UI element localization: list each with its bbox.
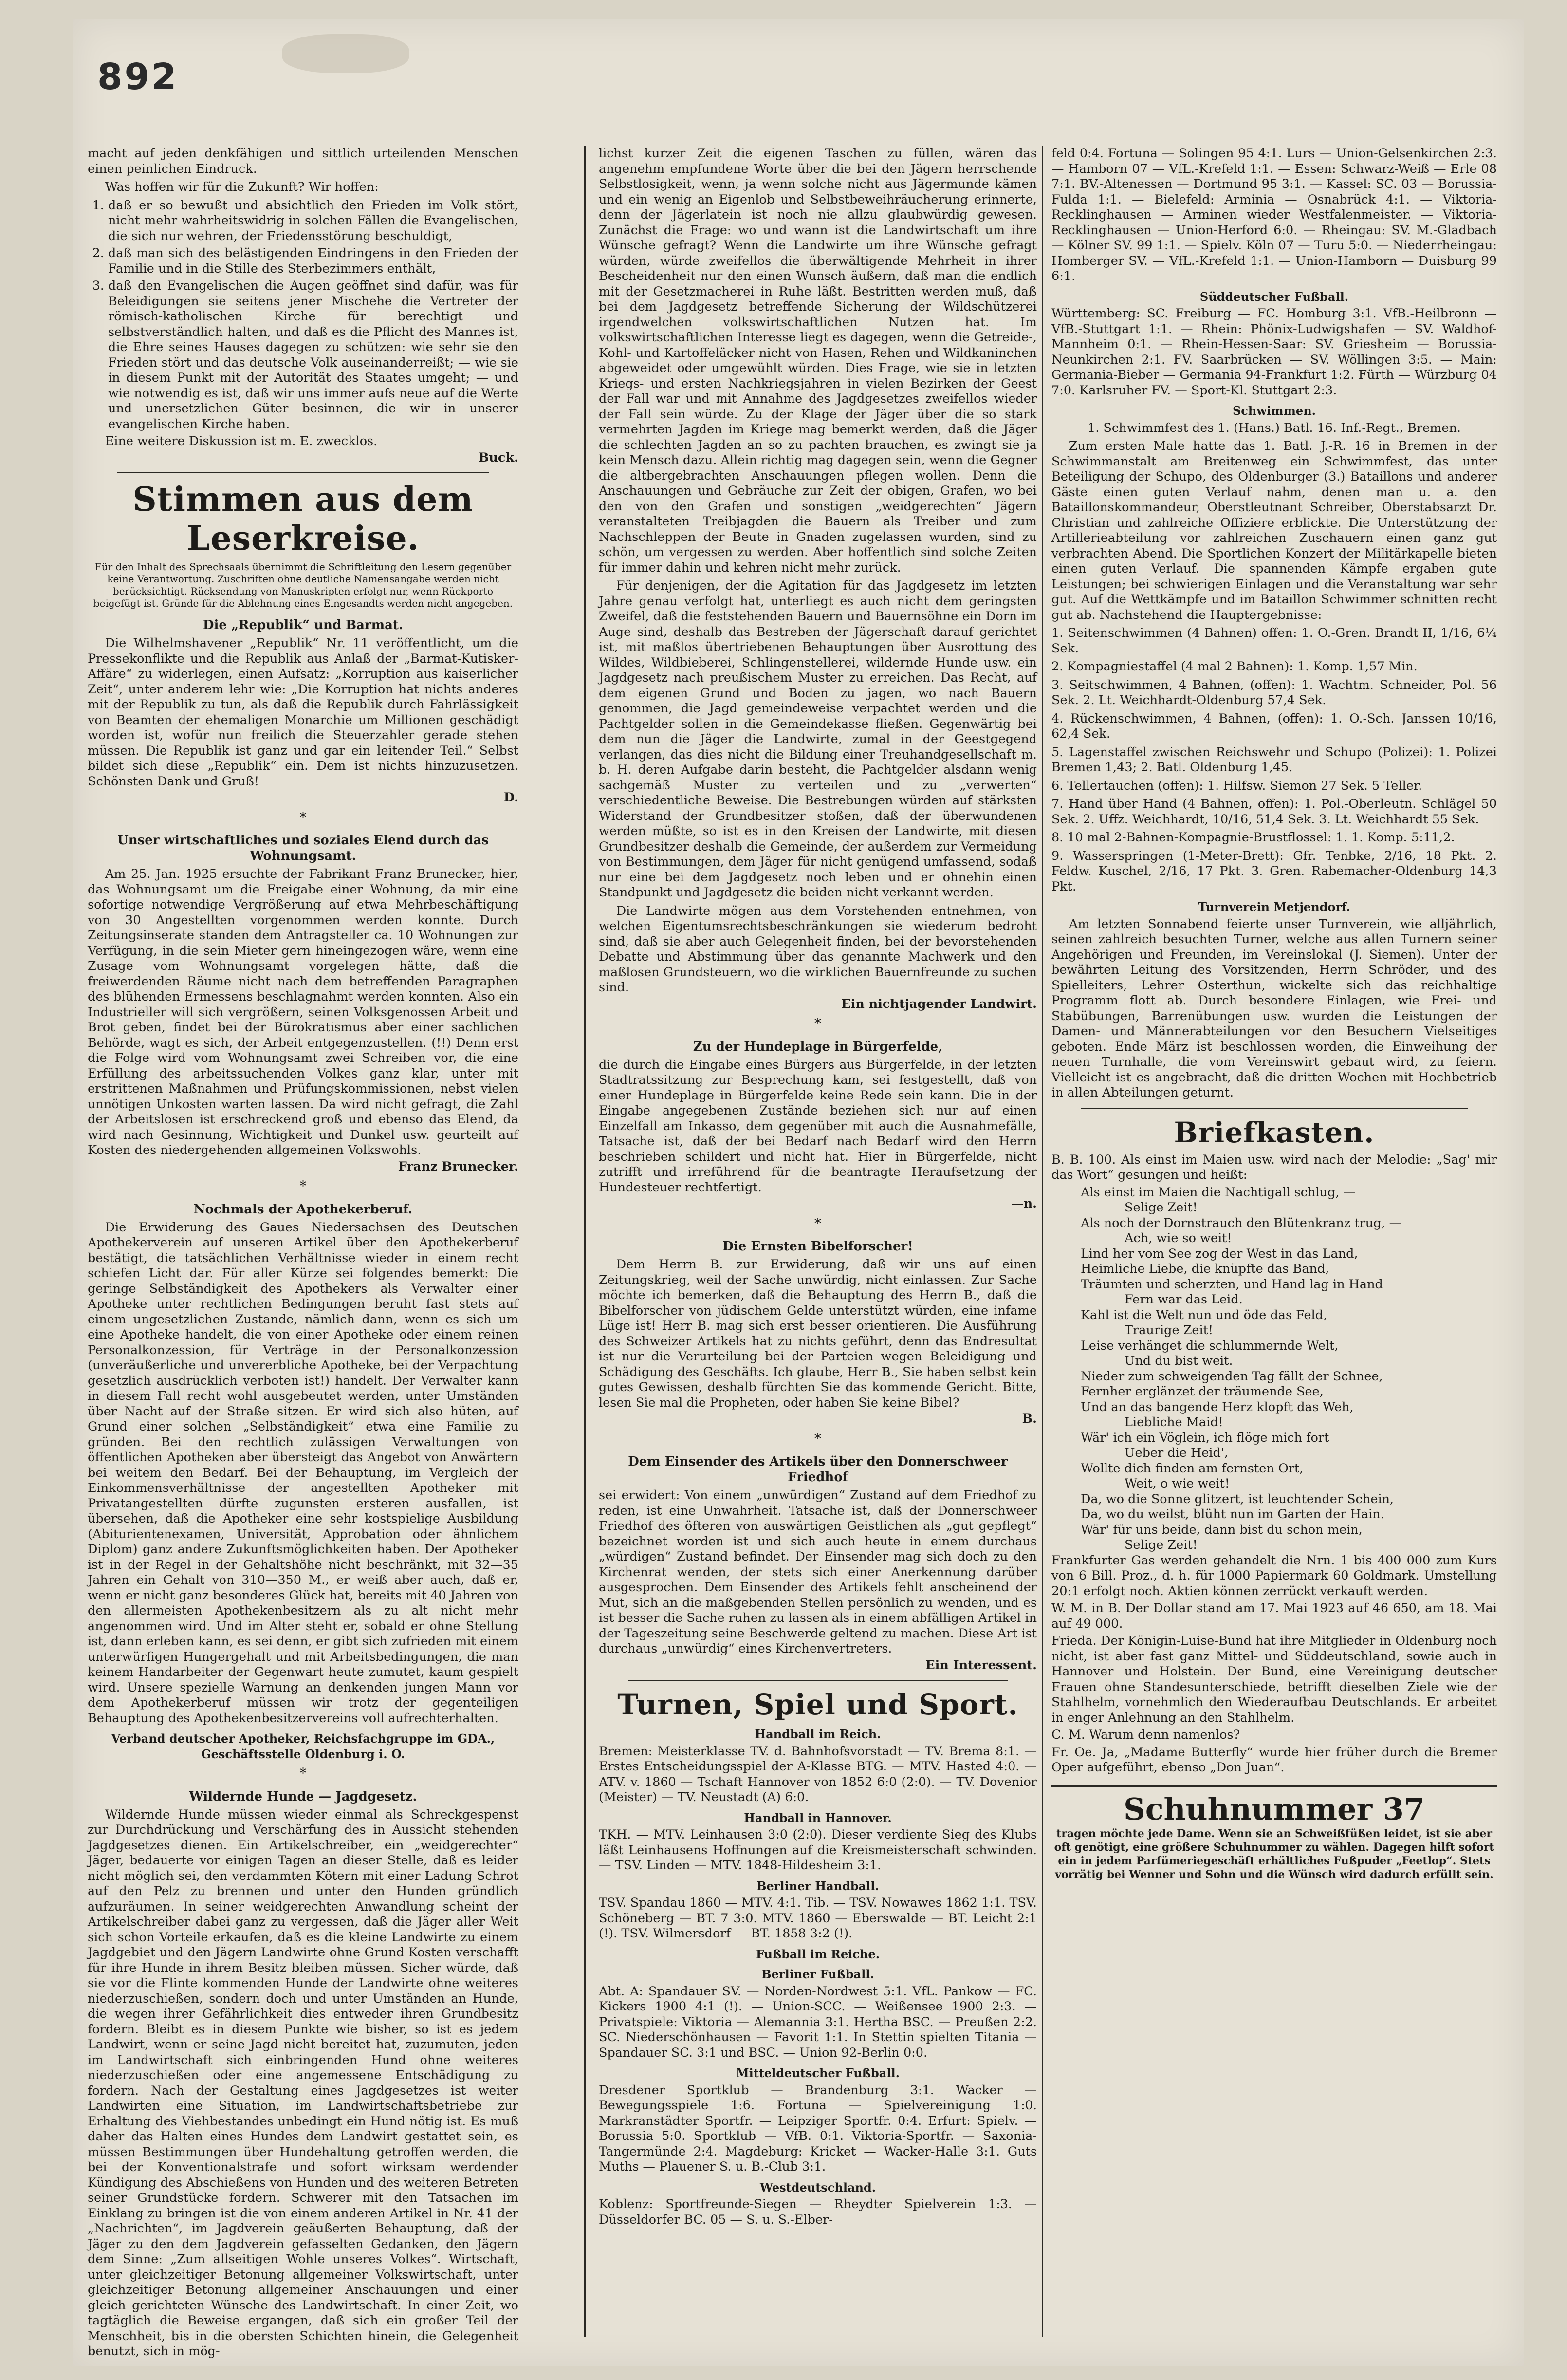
separator-star: * [814, 1430, 821, 1447]
poem-line: Liebliche Maid! [1125, 1415, 1223, 1430]
swim-result: 1. Seitenschwimmen (4 Bahnen) offen: 1. O.-Gren. Brandt II, 1/16, 6¼ Sek. [1051, 626, 1497, 656]
ad-headline: Schuhnummer 37 [1123, 1791, 1425, 1827]
sport-text: Koblenz: Sportfreunde-Siegen — Rheydter Spielverein 1:3. — Düsseldorfer BC. 05 — S. u. S.-Elber- [599, 2197, 1037, 2227]
sport-heading: Mitteldeutscher Fußball. [736, 2066, 900, 2080]
letter-text: die durch die Eingabe eines Bürgers aus Bürgerfelde, in der letzten Stadtratssitzung zur Besprechung kam, sei festgestellt, daß von einer Hundeplage in Bürgerfelde keine Rede sein kann. Die in der Eingabe angegebenen Zustände beziehen sich nur auf einen Einzelfall am Inkasso, dem gegenüber mit auch die Ausnahmefälle, Tatsache ist, daß der bei Bedarf nach Bedarf wird den Herrn beschrieben schildert und nicht hat. Hier in Bürgerfelde, nicht zutrifft und irreführend für die beantragte Heraufsetzung der Hundesteuer rechtfertigt. [599, 1057, 1037, 1195]
letter-text: Die Wilhelmshavener „Republik“ Nr. 11 veröffentlicht, um die Pressekonflikte und die Republik aus Anlaß der „Barmat-Kutisker-Affäre“ zu widerlegen, einen Aufsatz: „Korruption aus kaiserlicher Zeit“, unter anderem lehr wie: „Die Korruption hat nichts anderes mit der Republik zu tun, als daß die Republik durch Fahrlässigkeit von Beamten der ehemaligen Monarchie um Millionen geschädigt worden ist, wofür nun freilich die Steuerzahler gerade stehen müssen. Die Republik ist ganz und gar ein leitender Teil.“ Selbst bildet sich diese „Republik“ ein. Dem ist nichts hinzuzusetzen. Schönsten Dank und Gruß! [88, 636, 518, 789]
swim-result: 5. Lagenstaffel zwischen Reichswehr und Schupo (Polizei): 1. Polizei Bremen 1,43; 2. Batl. Oldenburg 1,45. [1051, 744, 1497, 775]
poem-line: Selige Zeit! [1125, 1538, 1198, 1552]
letterbox-entry: C. M. Warum denn namenlos? [1051, 1728, 1240, 1742]
list-item: 2. daß man sich des belästigenden Eindringens in den Frieden der Familie und in die Stille des Sterbezimmers enthält, [108, 246, 518, 277]
paper-stain [282, 34, 409, 73]
sport-heading: Handball in Hannover. [744, 1810, 892, 1825]
swim-result: 6. Tellertauchen (offen): 1. Hilfsw. Siemon 27 Sek. 5 Teller. [1051, 778, 1422, 793]
signature: —n. [1011, 1196, 1037, 1211]
letter-text: Wildernde Hunde müssen wieder einmal als Schreckgespenst zur Durchdrückung und Verschärfung des in Aussicht stehenden Jagdgesetzes dienen. Ein Artikelschreiber, ein „weidgerechter“ Jäger, bedauerte vor einigen Tagen an dieser Stelle, daß es leider nicht möglich sei, den verdammten Kötern mit einer Ladung Schrot auf den Pelz zu brennen und unter den Hunden gründlich aufzuräumen. In seiner weidgerechten Anwandlung scheint der Artikelschreiber dabei ganz zu vergessen, daß die Jäger aller Weit sich schon Vorteile erkaufen, daß es die kleine Landwirte zu einem Jagdgebiet und den Jägern Landwirte ohne Grund Kosten verschafft für ihre Hunde in ihrem Besitz bleiben müssen. Sicher würde, daß sie vor die Flinte kommenden Hunde der Landwirte ohne weiteres niederzuschießen, sondern doch und unter Umständen an Hunde, die wegen ihrer Gefährlichkeit dies entweder ihren Grundbesitz fordern. Bleibt es in diesem Punkte wie bisher, so ist es jedem Landwirt, wenn er seine Jagd nicht bereitet hat, zuzumuten, jeden im Landwirtschaft sich einbringenden Hund ohne weiteres niederzuschießen oder eine angemessene Entschädigung zu fordern. Nach der Gestaltung eines Jagdgesetzes ist weiter Landwirten eine Situation, im Landwirtschaftsbetriebe zur Erhaltung des Viehbestandes unbedingt ein Hund nötig ist. Es muß daher das Halten eines Hundes dem Landwirt gestattet sein, es müssen Bestimmungen über Hundehaltung getroffen werden, die bei der Konventionalstrafe und sofort wirksam werdender Kündigung des Abschießens von Hunden und des weiteren Betreten seiner Grundstücke fordern. Schwerer mit den Tatsachen im Einklang zu bringen ist die von einem anderen Artikel in Nr. 41 der „Nachrichten“, im Jagdverein geäußerten Behauptung, daß der Jäger zu den dem Jagdverein gefasselten Gedanken, den Jägern dem Sinne: „Zum allseitigen Wohle unseres Volkes“. Wirtschaft, unter gleichzeitiger Betonung allgemeiner Volkswirtschaft, unter gleichzeitiger Betonung allgemeiner Anschauungen und einer gleich gerichteten Wünsche des Landwirtschaft. In einer Zeit, wo tagtäglich die Beweise ergangen, daß sich ein großer Teil der Menschheit, bis in die obersten Schichten hinein, die Gelegenheit benutzt, sich in mög- [88, 1807, 518, 2359]
divider [117, 472, 489, 473]
signature: Franz Brunecker. [398, 1159, 518, 1174]
poem-line: Und an das bangende Herz klopft das Weh, [1081, 1399, 1354, 1414]
separator-star: * [299, 1178, 307, 1194]
letterbox-entry: Frieda. Der Königin-Luise-Bund hat ihre Mitglieder in Oldenburg noch nicht, ist aber fast ganz Mittel- und Süddeutschland, sowie auch in Hannover und Holstein. Der Bund, eine Vereinigung deutscher Frauen ohne Standesunterschiede, betrifft dieselben Ziele wie der Stahlhelm, vornehmlich den Wiederaufbau Deutschlands. Er arbeitet in enger Anlehnung an den Stahlhelm. [1051, 1634, 1497, 1725]
swim-result: 9. Wasserspringen (1-Meter-Brett): Gfr. Tenbke, 2/16, 18 Pkt. 2. Feldw. Kuschel, 2/16, 17 Pkt. 3. Gren. Rabemacher-Oldenburg 14,3 Pkt. [1051, 848, 1497, 894]
article-text: Für denjenigen, der die Agitation für das Jagdgesetz im letzten Jahre genau verfolgt hat, unterliegt es auch nicht dem geringsten Zweifel, daß die feststehenden Bauern und Bauernsöhne ein Dorn im Auge sind, deshalb das Bestreben der Jägerschaft darauf gerichtet ist, mit maßlos übertriebenen Behauptungen über Ausrottung des Wildes, Wildbieberei, Schlingenstellerei, wildernde Hunde usw. ein Jagdgesetz nach preußischem Muster zu erreichen. Das Recht, auf dem eigenen Grund und Boden zu jagen, wo nach Bauern genommen, die Jagd gemeindeweise verpachtet werden und die Pachtgelder sollen in die Gemeindekasse fließen. Gegenwärtig bei dem nun die Jäger die Landwirte, zumal in der Geestgegend verlangen, das dies nicht die Bildung einer Treuhandgesellschaft m. b. H. deren Aufgabe darin besteht, die Pachtgelder alsdann wenig sachgemäß Muster zu verteilen und zu „verwerten“ verschiedentliche Beweise. Die Bestrebungen würden auf stärksten Widerstand der Grundbesitzer stoßen, daß der überwundenen werden müßte, so ist es in den Kreisen der Landwirte, mit diesen Grundbesitzer deshalb die Gemeinde, der außerdem zur Vermeidung von Bestimmungen, dem Jäger für nicht genügend umfassend, sodaß nur eine bei dem Jagdgesetz noch leben und er ohnehin einen Standpunkt und Jagdgesetz die beiden nicht verkannt werden. [599, 578, 1037, 900]
section-title: Stimmen aus dem Leserkreise. [132, 480, 474, 558]
swim-report: Zum ersten Male hatte das 1. Batl. J.-R. 16 in Bremen in der Schwimmanstalt am Breitenweg ein Schwimmfest, das unter Beteiligung der Schupo, des Oldenburger (3.) Bataillons und anderer Gäste einen guten Verlauf nahm, denen man u. a. den Bataillonskommandeur, Oberstleutnant Schreiber, Oberstabsarzt Dr. Christian und zahlreiche Offiziere erblickte. Die Unterstützung der Artillerieabteilung vor zahlreichen Zuschauern einen ganz gut verbrachten Abend. Die Sportlichen Konzert der Militärkapelle bieten einen guten Verlauf. Die spannenden Kämpfe ergaben gute Leistungen; bei schwierigen Einlagen und die Veranstaltung war sehr gut. Auf die Wettkämpfe und im Bataillon Schwimmer schnitten recht gut ab. Nachstehend die Hauptergebnisse: [1051, 439, 1497, 622]
letter-heading: Die „Republik“ und Barmat. [203, 618, 404, 632]
list-item: 1. daß er so bewußt und absichtlich den Frieden im Volk stört, nicht mehr wahrheitswidrig in solchen Fällen die Evangelischen, die sich nur wehren, der Friedensstörung beschuldigt, [108, 198, 518, 244]
letter-text: sei erwidert: Von einem „unwürdigen“ Zustand auf dem Friedhof zu reden, ist eine Unwahrheit. Tatsache ist, daß der Donnerschweer Friedhof des öfteren von auswärtigen Geistlichen als „gut gepflegt“ bezeichnet worden ist und sich auch heute in einem durchaus „würdigen“ Zustand befindet. Der Einsender mag sich doch zu den Kirchenrat wenden, der stets sich einer Anerkennung darüber ausgesprochen. Dem Einsender des Artikels fehlt anscheinend der Mut, sich an die maßgebenden Stellen persönlich zu wenden, und es ist besser die Sache ruhen zu lassen als in einem abfälligen Artikel in der Tageszeitung seine Beschwerde geltend zu machen. Diese Art ist durchaus „unwürdig“ eines Kirchenvertreters. [599, 1488, 1037, 1656]
poem-line: Wär' ich ein Vöglein, ich flöge mich fort [1081, 1430, 1329, 1445]
article-text: Eine weitere Diskussion ist m. E. zwecklos. [105, 434, 378, 448]
letter-heading: Nochmals der Apothekerberuf. [193, 1202, 413, 1217]
poem-line: Wär' für uns beide, dann bist du schon mein, [1081, 1522, 1363, 1537]
sport-text: TKH. — MTV. Leinhausen 3:0 (2:0). Dieser verdiente Sieg des Klubs läßt Leinhausens Hoffnungen auf die Kreismeisterschaft schwinden. — TSV. Linden — MTV. 1848-Hildesheim 3:1. [599, 1827, 1037, 1873]
signature: Buck. [478, 450, 518, 465]
sport-text: Dresdener Sportklub — Brandenburg 3:1. Wacker — Bewegungsspiele 1:6. Fortuna — Spielvereinigung 1:0. Markranstädter Sportfr. — Leipziger Sportfr. 0:4. Erfurt: Spielv. — Borussia 5:0. Sportklub — VfB. 0:1. Viktoria-Sportfr. — Saxonia-Tangermünde 2:4. Magdeburg: Kricket — Wacker-Halle 3:1. Guts Muths — Plauener S. u. B.-Club 3:1. [599, 2082, 1037, 2174]
ad-text: tragen möchte jede Dame. Wenn sie an Schweißfüßen leidet, ist sie aber oft genötigt, eine größere Schuhnummer zu wählen. Dagegen hilft sofort ein in jedem Parfümeriegeschäft erhältliches Fußpuder „Feetlop“. Stets vorrätig bei Wenner und Sohn und die Wünsch wird dadurch erfüllt sein. [1054, 1827, 1494, 1881]
sport-text: Abt. A: Spandauer SV. — Norden-Nordwest 5:1. VfL. Pankow — FC. Kickers 1900 4:1 (!). — Union-SCC. — Weißensee 1900 2:3. — Privatspiele: Viktoria — Alemannia 3:1. Hertha BSC. — Preußen 2:2. SC. Niederschönhausen — Favorit 1:1. In Stettin spielten Titania — Spandauer SC. 3:1 und BSC. — Union 92-Berlin 0:0. [599, 1984, 1037, 2060]
column-rule [584, 146, 586, 2337]
poem-line: Weit, o wie weit! [1125, 1476, 1230, 1491]
swim-result: 8. 10 mal 2-Bahnen-Kompagnie-Brustflossel: 1. 1. Komp. 5:11,2. [1051, 830, 1455, 845]
article-text: Die Landwirte mögen aus dem Vorstehenden entnehmen, von welchen Eigentumsrechtsbeschränkungen sie wiederum bedroht sind, daß sie aber auch Gelegenheit finden, bei der bevorstehenden Debatte und Abstimmung über das genannte Machwerk und den maßlosen Grundsteuern, wo die wirklichen Bauernfreunde zu suchen sind. [599, 903, 1037, 995]
divider [1081, 1108, 1468, 1109]
sport-heading: Fußball im Reiche. [756, 1947, 880, 1961]
sport-heading: Handball im Reich. [755, 1727, 881, 1741]
poem-line: Fernher erglänzet der träumende See, [1081, 1384, 1324, 1399]
poem [1051, 1185, 1497, 1553]
letterbox-entry: W. M. in B. Der Dollar stand am 17. Mai 1923 auf 46 650, am 18. Mai auf 49 000. [1051, 1601, 1497, 1631]
separator-star: * [814, 1215, 821, 1231]
letter-text: Die Erwiderung des Gaues Niedersachsen des Deutschen Apothekerverein auf unseren Artikel über den Apothekerberuf bestätigt, die tatsächlichen Verhältnisse wieder in einem recht schiefen Licht dar. Für aller Kürze sei folgendes bemerkt: Die geringe Selbständigkeit des Apothekers als Verwalter einer Apotheke unter rechtlichen Bedingungen beruht fast stets auf einem ungesetzlichen Zustande, nämlich dann, wenn es sich um eine Apotheke handelt, die von einer Apotheke oder einem reinen Personalkonzession, für Verträge in der Personalkonzession (unveräußerliche und unvererbliche Apotheke, bei der Verpachtung gesetzlich ausdrücklich verboten ist!) handelt. Der Verwalter kann in diesem Fall recht wohl ausgebeutet werden, unter Umständen über Nacht auf der Straße sitzen. Er wird sich also hüten, auf Grund einer solchen „Selbständigkeit“ etwa eine Familie zu gründen. Bei den rechtlich zulässigen Verwaltungen von öffentlichen Apotheken aber übersteigt das Angebot von Anwärtern bei weitem den Bedarf. Bei der Behauptung, im Vergleich der Einkommensverhältnisse der angestellten Apotheker mit Privatangestellten dürfte zugunsten ersteren ausfallen, ist übersehen, daß die Apotheker eine sehr kostspielige Ausbildung (Abiturientenexamen, Universität, Approbation oder ähnlichem Diplom) ganz andere Zukunftsmöglichkeiten haben. Der Apotheker ist in der Regel in der Gehaltshöhe nicht beschränkt, mit 32—35 Jahren ein Gehalt von 310—350 M., er weiß aber auch, daß er, wenn er nicht ganz besonderes Glück hat, bereits mit 40 Jahren von den allermeisten Apothekenbesitzern als zu alt nicht mehr angenommen wird. Und im Alter steht er, sobald er ohne Stellung ist, dann erleben kann, es sei denn, er gibt sich zufrieden mit einem unterwürfigen Hungergehalt und mit Arbeitsbedingungen, die man keinem Handarbeiter der Gegenwart heute zumutet, kaum gespielt wird. Unsere spezielle Warnung an denkenden jungen Mann vor dem Apothekerberuf müssen wir trotz der gegenteiligen Behauptung des Apothekenbesitzervereins voll aufrechterhalten. [88, 1220, 518, 1726]
poem-line: Als noch der Dornstrauch den Blütenkranz trug, — [1081, 1215, 1402, 1230]
divider [628, 1680, 1008, 1681]
poem-line: Ueber die Heid', [1125, 1446, 1228, 1460]
sport-heading: Schwimmen. [1232, 404, 1316, 418]
swim-result: 4. Rückenschwimmen, 4 Bahnen, (offen): 1. O.-Sch. Janssen 10/16, 62,4 Sek. [1051, 711, 1497, 741]
sport-section-title: Turnen, Spiel und Sport. [617, 1688, 1018, 1721]
poem-line: Wollte dich finden am fernsten Ort, [1081, 1461, 1304, 1476]
letter-text: Dem Herrn B. zur Erwiderung, daß wir uns auf einen Zeitungskrieg, weil der Sache unwürdig, nicht einlassen. Zur Sache möchte ich bemerken, daß die Behauptung des Herrn B., daß die Bibelforscher von jüdischem Gelde unterstützt würden, eine infame Lüge ist! Herr B. mag sich erst besser orientieren. Die Ausführung des Schweizer Artikels hat zu nichts geführt, denn das Endresultat ist nur die Verurteilung bei der Parteien wegen Beleidigung und Schädigung des Geschäfts. Ich glaube, Herr B., Sie haben selbst kein gutes Gewissen, deshalb fürchten Sie das kommende Gericht. Bitte, lesen Sie mal die Propheten, oder haben Sie keine Bibel? [599, 1257, 1037, 1410]
swim-event-title: 1. Schwimmfest des 1. (Hans.) Batl. 16. Inf.-Regt., Bremen. [1088, 420, 1461, 435]
signature: Ein Interessent. [925, 1657, 1037, 1673]
advertisement [1051, 1785, 1497, 1881]
letter-heading: Wildernde Hunde — Jagdgesetz. [189, 1789, 417, 1804]
swim-result: 2. Kompagniestaffel (4 mal 2 Bahnen): 1. Komp. 1,57 Min. [1051, 659, 1418, 674]
poem-line: Als einst im Maien die Nachtigall schlug, — [1081, 1185, 1356, 1200]
poem-line: Lind her vom See zog der West in das Land, [1081, 1246, 1358, 1261]
poem-line: Traurige Zeit! [1125, 1323, 1214, 1338]
sport-text: Bremen: Meisterklasse TV. d. Bahnhofsvorstadt — TV. Brema 8:1. — Erstes Entscheidungsspiel der A-Klasse BTG. — MTV. Hasted 4:0. — ATV. v. 1860 — Tschaft Hannover von 1852 6:0 (2:0). — TV. Dovenior (Meister) — TV. Neustadt (A) 6:0. [599, 1744, 1037, 1804]
signature: B. [1022, 1412, 1037, 1426]
letterbox-entry: Fr. Oe. Ja, „Madame Butterfly“ wurde hier früher durch die Bremer Oper aufgeführt, ebenso „Don Juan“. [1051, 1745, 1497, 1775]
poem-line: Nieder zum schweigenden Tag fällt der Schnee, [1081, 1369, 1383, 1384]
letterbox-entry: Frankfurter Gas werden gehandelt die Nrn. 1 bis 400 000 zum Kurs von 6 Bill. Proz., d. h. für 1000 Papiermark 60 Goldmark. Umstellung 20:1 erfolgt noch. Aktien können zerrückt verkauft werden. [1051, 1553, 1497, 1599]
article-text: macht auf jeden denkfähigen und sittlich urteilenden Menschen einen peinlichen Eindruck. [88, 146, 518, 176]
separator-star: * [299, 809, 307, 825]
list-item: 3. daß den Evangelischen die Augen geöffnet sind dafür, was für Beleidigungen sie seitens jener Mischehe die Vertreter der römisch-katholischen Kirche für berechtigt und selbstverständlich halten, und daß es die Pflicht des Mannes ist, die Ehre seines Hauses dagegen zu schützen: wie sehr sie den Frieden stört und das deutsche Volk auseinanderreißt; — wie sie in diesem Punkt mit der Autorität des Staates umgeht; — und wie notwendig es ist, daß wir uns immer aufs neue auf die Werte und unersetzlichen Güter besinnen, die wir in unserer evangelischen Kirche haben. [108, 279, 518, 432]
letter-heading: Unser wirtschaftliches und soziales Elend durch das Wohnungsamt. [117, 833, 489, 863]
letter-heading: Zu der Hundeplage in Bürgerfelde, [693, 1039, 943, 1054]
column-2 [599, 146, 1037, 2347]
sport-heading: Berliner Fußball. [761, 1967, 874, 1981]
swim-result: 7. Hand über Hand (4 Bahnen, offen): 1. Pol.-Oberleutn. Schlägel 50 Sek. 2. Uffz. Weichhardt, 10/16, 51,4 Sek. 3. Lt. Weichhardt 55 Sek. [1051, 797, 1497, 827]
briefkasten-title: Briefkasten. [1174, 1116, 1375, 1149]
poem-line: Träumten und scherzten, und Hand lag in Hand [1081, 1277, 1383, 1292]
sport-heading: Turnverein Metjendorf. [1198, 900, 1350, 914]
sport-heading: Westdeutschland. [759, 2180, 876, 2194]
article-text: lichst kurzer Zeit die eigenen Taschen zu füllen, wären das angenehm empfundene Worte über die bei den Jägern herrschende Selbstlosigkeit, wenn, ja wenn solche nicht aus Jägermunde kämen und ein wenig an Eigenlob und Selbstbeweihräucherung erinnerte, denn der Jägerlatein ist noch nie allzu glaubwürdig gewesen. Zunächst die Frage: wo und wann ist die Landwirtschaft um ihre Wünsche gefragt? Wenn die Landwirte um ihre Wünsche gefragt würden, würde zweifellos die überwältigende Mehrheit in ihrer Bescheidenheit nur den einen Wunsch äußern, daß man die endlich mit der Gesetzmacherei in Ruhe läßt. Bestritten werden muß, daß bei dem Jagdgesetz betreffende Sicherung der Wildschützerei irgendwelchen volkswirtschaftlichen Nutzen hat. Im volkswirtschaftlichen Interesse liegt es dagegen, wenn die Getreide-, Kohl- und Kartoffeläcker nicht von Hasen, Rehen und Wildkaninchen abgeweidet oder umgewühlt würden. Dies Frage, wie sie in letzten Kriegs- und ersten Nachkriegsjahren in vielen Bezirken der Geest der Fall war und mit Annahme des Jagdgesetzes zweifellos wieder der Fall sein würde. Zu der Klage der Jäger über die so stark vermehrten Jagden im Kriege mag bemerkt werden, daß die Jäger die schlechten Jagden an so zu pachten brauchen, es zwingt sie ja kein Mensch dazu. Allein richtig mag dagegen sein, wenn die Gegner die altbergebrachten Anschauungen pflegen wollen. Denn die Anschauungen und Gebräuche zur Zeit der obigen, Grafen, wo bei den von den Grafen und sonstigen „weidgerechten“ Jägern veranstalteten Treibjagden die Bauern als Treiber und zum Nachschleppen der Beute in Gnaden zugelassen wurden, sind zu schön, um vergessen zu werden. Aber hoffentlich sind solche Zeiten für immer dahin und kehren nicht mehr zurück. [599, 146, 1037, 575]
poem-line: Kahl ist die Welt nun und öde das Feld, [1081, 1307, 1327, 1322]
club-report: Am letzten Sonnabend feierte unser Turnverein, wie alljährlich, seinen zahlreich besuchten Turner, welche aus allen Turnern seiner Angehörigen und Freunden, im Vereinslokal (J. Siemen). Unter der bewährten Leitung des Vorsitzenden, Herrn Schröder, und des Spielleiters, Lehrer Osterthun, wickelte sich das reichhaltige Programm flott ab. Durch besondere Einlagen, wie Frei- und Stabübungen, Barrenübungen usw. wurden die Leistungen der Damen- und Männerabteilungen vor den Besuchern Vielseitiges geboten. Ende März ist beschlossen worden, die Einweihung der neuen Turnhalle, die vom Vereinswirt gebaut wird, zu feiern. Vielleicht ist es angebracht, daß die dritten Wochen mit Hochbetrieb in allen Abteilungen geturnt. [1051, 916, 1497, 1100]
hopes-list [88, 198, 518, 432]
section-note: Für den Inhalt des Sprechsaals übernimmt die Schriftleitung den Lesern gegenüber keine Verantwortung. Zuschriften ohne deutliche Namensangabe werden nicht berücksichtigt. Rücksendung von Manuskripten erfolgt nur, wenn Rückporto beigefügt ist. Gründe für die Ablehnung eines Eingesandts werden nicht angegeben. [93, 561, 513, 609]
poem-line: Da, wo du weilst, blüht nun im Garten der Hain. [1081, 1507, 1384, 1522]
letter-heading: Die Ernsten Bibelforscher! [722, 1239, 913, 1254]
sport-results [599, 1727, 1037, 2228]
column-1 [88, 146, 518, 2359]
sport-heading: Berliner Handball. [756, 1878, 879, 1893]
poem-line: Da, wo die Sonne glitzert, ist leuchtender Schein, [1081, 1491, 1394, 1506]
poem-line: Selige Zeit! [1125, 1200, 1198, 1215]
poem-line: Ach, wie so weit! [1125, 1231, 1232, 1246]
letter-heading: Dem Einsender des Artikels über den Donnerschweer Friedhof [628, 1454, 1008, 1485]
separator-star: * [299, 1765, 307, 1781]
separator-star: * [814, 1015, 821, 1031]
signature: D. [503, 790, 518, 805]
poem-line: Fern war das Leid. [1125, 1292, 1243, 1307]
signature: Verband deutscher Apotheker, Reichsfachgruppe im GDA., Geschäftsstelle Oldenburg i. O. [111, 1731, 495, 1761]
column-rule [1042, 146, 1043, 2337]
letterbox-entry: B. B. 100. Als einst im Maien usw. wird nach der Melodie: „Sag' mir das Wort“ gesungen und heißt: [1051, 1152, 1497, 1182]
article-text: Was hoffen wir für die Zukunft? Wir hoffen: [105, 180, 379, 194]
column-3 [1051, 146, 1497, 2347]
page-number: 892 [97, 56, 179, 98]
sport-heading: Süddeutscher Fußball. [1199, 289, 1349, 304]
swim-result: 3. Seitschwimmen, 4 Bahnen, (offen): 1. Wachtm. Schneider, Pol. 56 Sek. 2. Lt. Weichhardt-Oldenburg 57,4 Sek. [1051, 677, 1497, 707]
sport-text: Württemberg: SC. Freiburg — FC. Homburg 3:1. VfB.-Heilbronn — VfB.-Stuttgart 1:1. — Rhein: Phönix-Ludwigshafen — SV. Waldhof-Mannheim 0:1. — Rhein-Hessen-Saar: SV. Griesheim — Borussia-Neunkirchen 2:1. FV. Saarbrücken — SV. Wöllingen 3:5. — Main: Germania-Bieber — Germania 94-Frankfurt 1:2. Fürth — Würzburg 04 7:0. Karlsruher FV. — Sport-Kl. Stuttgart 2:3. [1051, 306, 1497, 398]
poem-line: Leise verhänget die schlummernde Welt, [1081, 1338, 1339, 1353]
poem-line: Und du bist weit. [1125, 1354, 1233, 1368]
sport-text: TSV. Spandau 1860 — MTV. 4:1. Tib. — TSV. Nowawes 1862 1:1. TSV. Schöneberg — BT. 7 3:0. MTV. 1860 — Eberswalde — BT. Leicht 2:1 (!). TSV. Wilmersdorf — BT. 1858 3:2 (!). [599, 1896, 1037, 1941]
sport-text: feld 0:4. Fortuna — Solingen 95 4:1. Lurs — Union-Gelsenkirchen 2:3. — Hamborn 07 — VfL.-Krefeld 1:1. — Essen: Schwarz-Weiß — Erle 08 7:1. BV.-Altenessen — Dortmund 95 3:1. — Kassel: SC. 03 — Borussia-Fulda 1:1. — Bielefeld: Arminia — Osnabrück 4:1. — Viktoria-Recklinghausen — Arminen wieder Westfalenmeister. — Viktoria-Recklinghausen — Union-Herford 6:0. — Rheingau: SV. M.-Gladbach — Kölner SV. 99 1:1. — Spielv. Köln 07 — Turu 5:0. — Niederrheingau: Homberger SV. — VfL.-Krefeld 1:1. — Union-Hamborn — Duisburg 99 6:1. [1051, 146, 1497, 283]
poem-line: Heimliche Liebe, die knüpfte das Band, [1081, 1262, 1329, 1276]
letter-text: Am 25. Jan. 1925 ersuchte der Fabrikant Franz Brunecker, hier, das Wohnungsamt um die Freigabe einer Wohnung, da mir eine sofortige notwendige Vergrößerung auf etwa Mehrbeschäftigung von 30 Angestellten vorgenommen werden konnte. Durch Zeitungsinserate standen dem Antragsteller ca. 10 Wohnungen zur Verfügung, in die sein Mieter gern hineingezogen wäre, wenn eine Zusage vom Wohnungsamt vorgelegen hätte, daß die freiwerdenden Räume nicht nach dem betreffenden Paragraphen des blühenden Ermessens beschlagnahmt werden konnten. Also ein Industrieller will sich vergrößern, seinen Volksgenossen Arbeit und Brot geben, findet bei der Bürokratismus aber einer sachlichen Behörde, wagt es sich, der Arbeit entgegenzustellen. (!!) Denn erst die Folge wird vom Wohnungsamt zwei Schreiben vor, die eine Erfüllung des arbeitssuchenden Volkes ganz klar, unter mit erstrittenen Maßnahmen und Prüfungskommissionen, nebst vielen unnötigen Unkosten warten lassen. Da wird nicht gefragt, die Zahl der Arbeitslosen ist erschreckend groß und ebenso das Elend, da wird nach Gesinnung, Wichtigkeit und Dunkel usw. geurteilt auf Kosten des niedergehenden allgemeinen Volkswohls. [88, 867, 518, 1157]
signature: Ein nichtjagender Landwirt. [841, 996, 1037, 1011]
